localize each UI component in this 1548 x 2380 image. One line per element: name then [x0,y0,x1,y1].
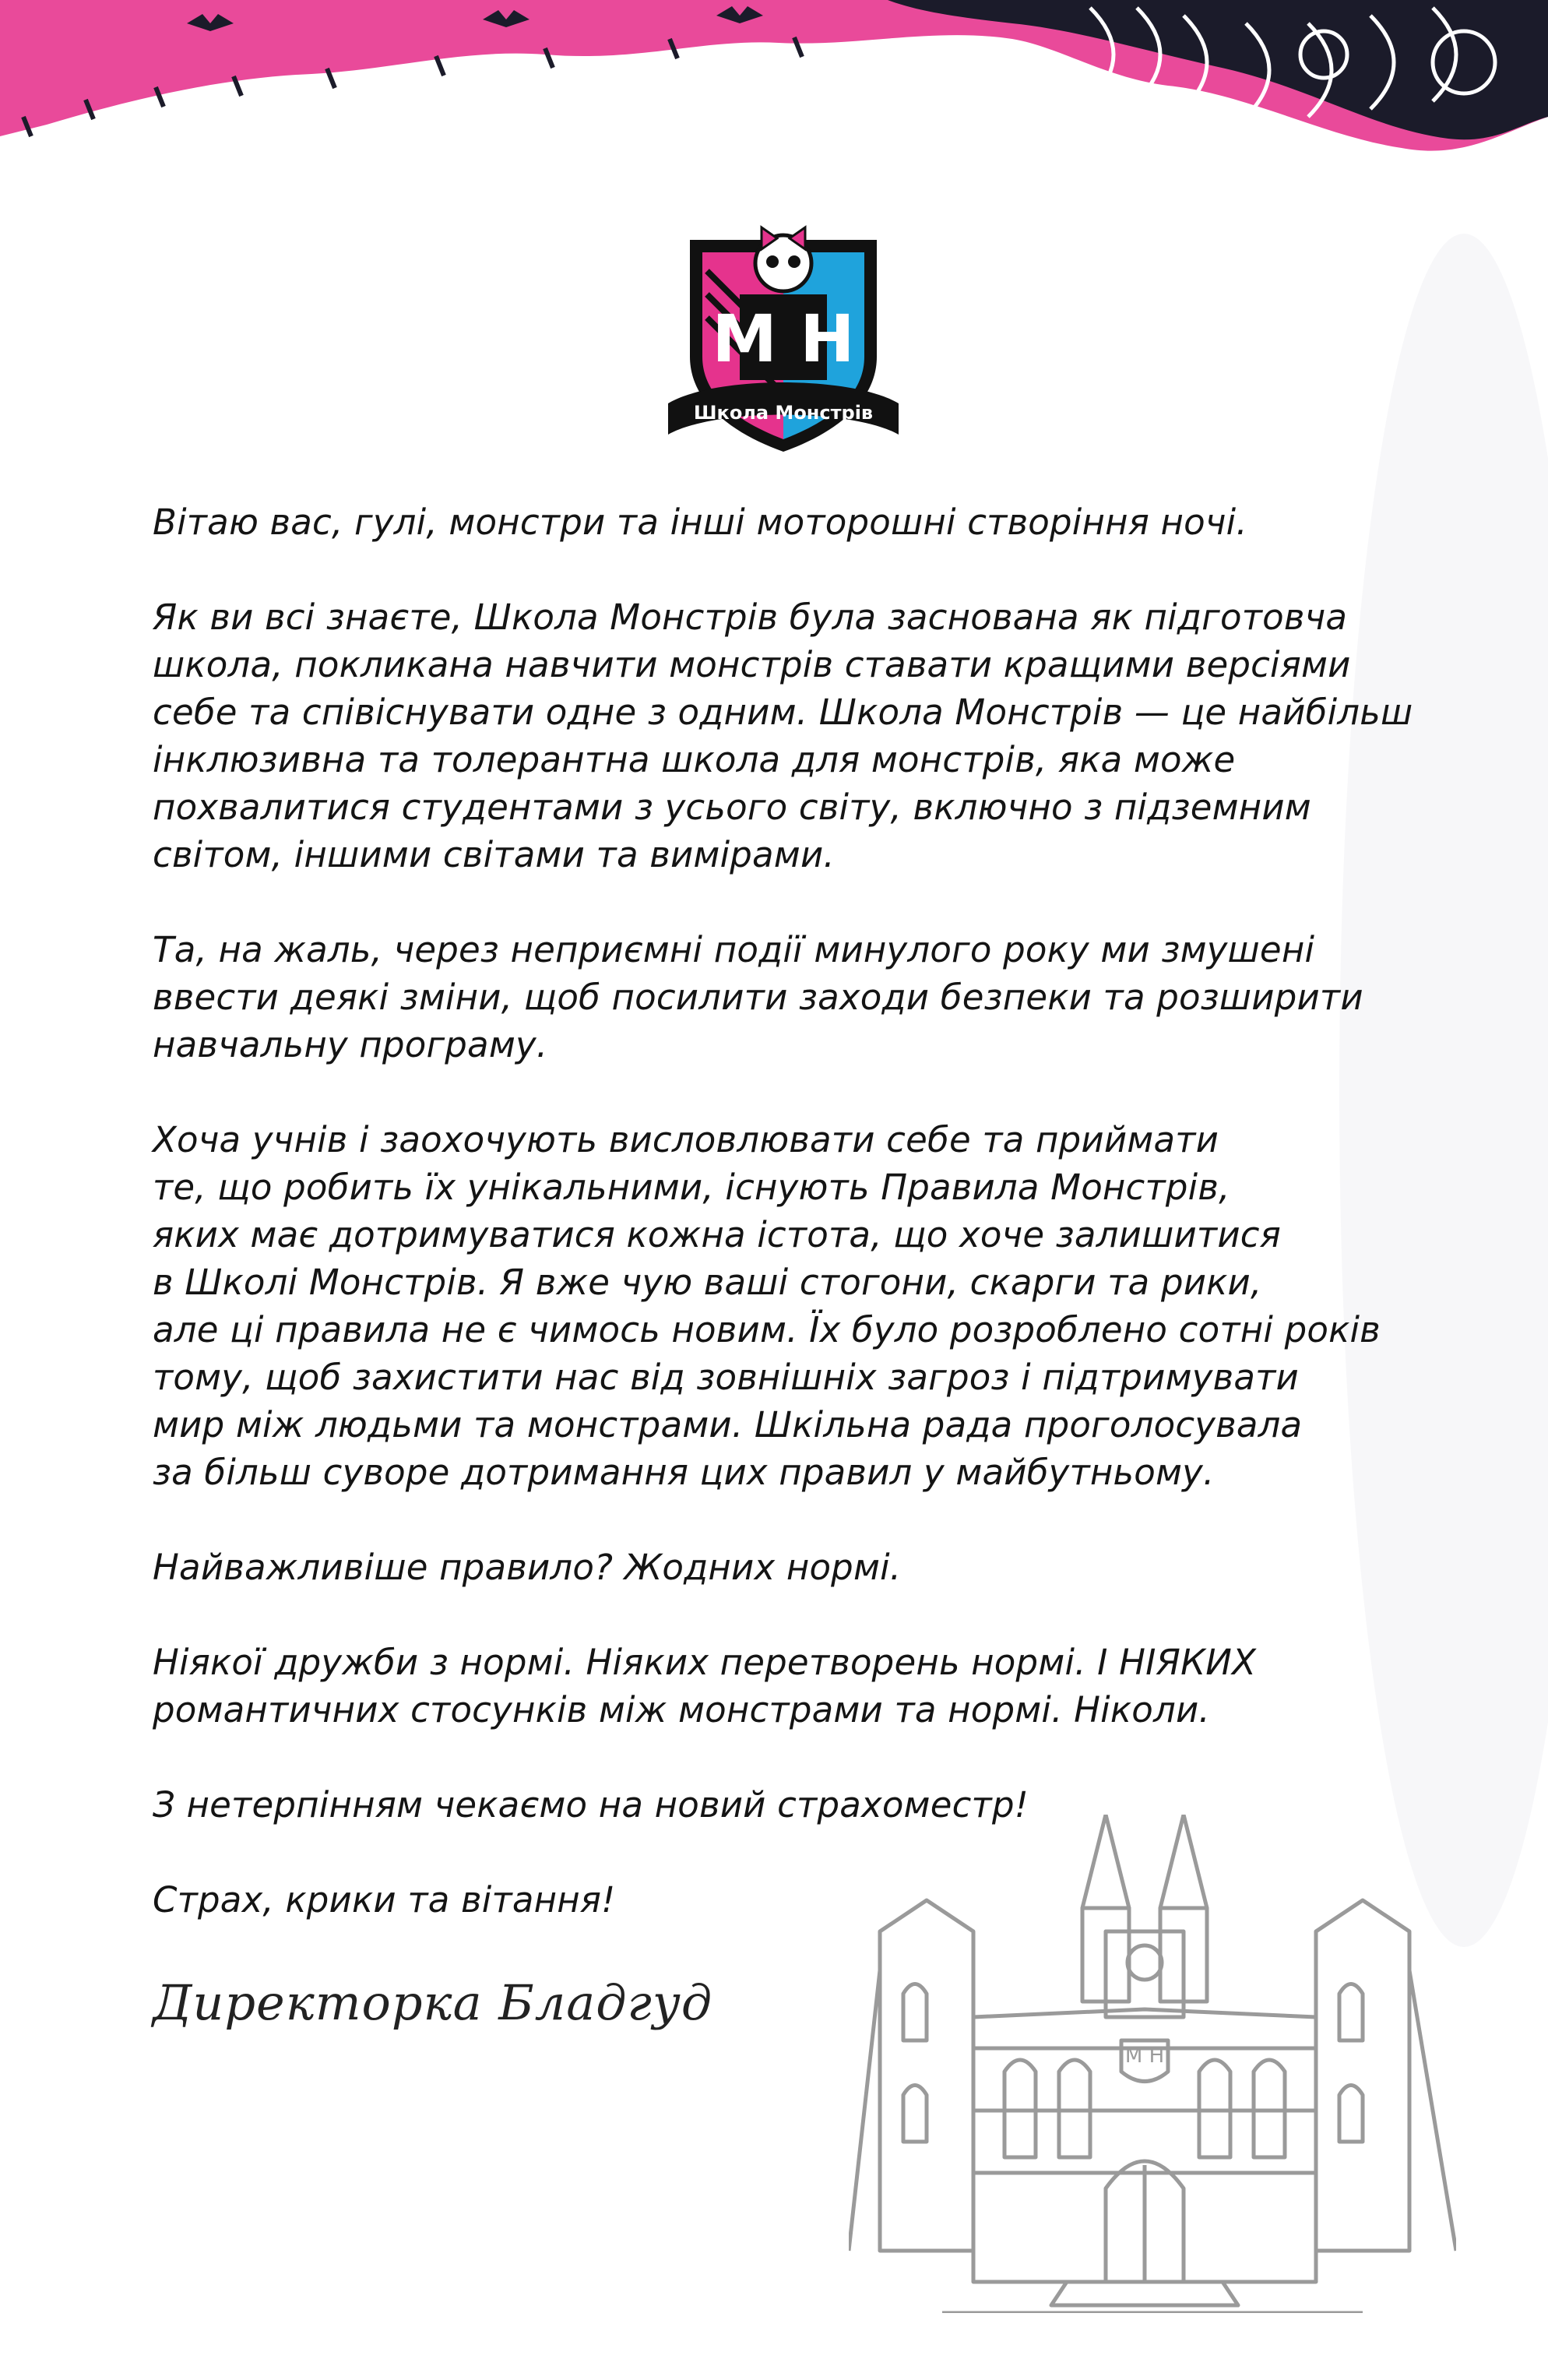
crest-ribbon-text: Школа Монстрів [693,402,874,424]
signature: Директорка Бладгуд [153,1974,713,2031]
letter-paragraph-3: Хоча учнів і заохочують висловлювати себе та приймати те, що робить їх унікальними, існують Правила Монстрів, яких має дотримуватися кожна істота, що хоче залишитися в Школі Монстрів. Я вже чую ваші стогони, скарги та рики, але ці правила не є чимось новим. Їх було розроблено сотні років тому, щоб захистити нас від зовнішніх загроз і підтримувати мир між людьми та монстрами. Шкільна рада проголосувала за більш суворе дотримання цих правил у майбутньому. [153,1119,1381,1493]
principal-letter [153,498,1430,1971]
letter-paragraph-4: Найважливіше правило? Жодних нормі. [153,1547,902,1588]
letter-paragraph-1: Як ви всі знаєте, Школа Монстрів була заснована як підготовча школа, покликана навчити монстрів ставати кращими версіями себе та співіснувати одне з одним. Школа Монстрів — це найбільш інклюзивна та толерантна школа для монстрів, яка може похвалитися студентами з усього світу, включно з підземним світом, іншими світами та вимірами. [153,597,1413,875]
castle-monogram: M H [1124,2044,1165,2068]
letter-greeting: Вітаю вас, гулі, монстри та інші моторошні створіння ночі. [153,502,1247,543]
castle-illustration [849,1815,1456,2313]
letter-paragraph-6: З нетерпінням чекаємо на новий страхоместр! [153,1784,1029,1825]
crest-monogram: M H [712,301,855,377]
monster-high-crest-logo [668,209,899,458]
letter-paragraph-2: Та, на жаль, через неприємні події минулого року ми змушені ввести деякі зміни, щоб посилити заходи безпеки та розширити навчальну програму. [153,929,1363,1065]
monster-rules-title: Правила Монстрів [881,1167,1219,1208]
letter-paragraph-5: Ніякої дружби з нормі. Ніяких перетворень нормі. І НІЯКИХ романтичних стосунків між монстрами та нормі. Ніколи. [153,1642,1257,1730]
top-banner [0,0,1548,179]
letter-closing: Страх, крики та вітання! [153,1879,616,1921]
